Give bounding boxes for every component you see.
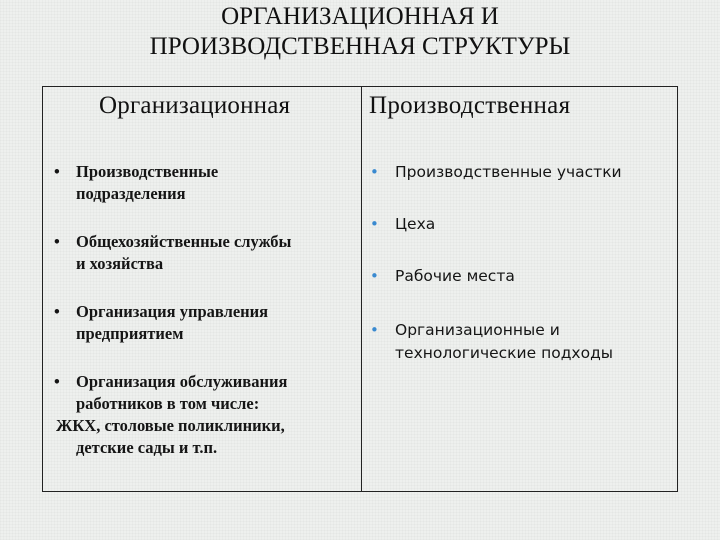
slide-title-line-2: ПРОИЗВОДСТВЕННАЯ СТРУКТУРЫ xyxy=(149,33,571,60)
left-list-item xyxy=(54,371,288,459)
right-list-item xyxy=(370,161,622,184)
list-item-text: Рабочие места xyxy=(395,267,515,285)
slide-title-line-1: ОРГАНИЗАЦИОННАЯ И xyxy=(221,3,499,30)
bullet-icon: • xyxy=(370,267,379,285)
left-list-item xyxy=(54,231,292,275)
list-item-text: детские сады и т.п. xyxy=(76,438,218,457)
list-item-text: Общехозяйственные службы xyxy=(76,232,292,251)
right-list-item xyxy=(370,213,436,236)
list-item-text: Производственные xyxy=(76,162,219,181)
bullet-icon: • xyxy=(370,321,379,339)
list-item-text: предприятием xyxy=(76,324,184,343)
list-item-text: Цеха xyxy=(395,215,436,233)
list-item-text: и хозяйства xyxy=(76,254,164,273)
comparison-table xyxy=(42,86,678,492)
bullet-icon: • xyxy=(54,232,60,251)
right-list-item xyxy=(370,319,614,365)
left-list-item xyxy=(54,301,269,345)
bullet-icon: • xyxy=(370,163,379,181)
bullet-icon: • xyxy=(370,215,379,233)
list-item-text: Организационные и xyxy=(395,321,560,339)
list-item-text: технологические подходы xyxy=(395,344,614,362)
bullet-icon: • xyxy=(54,302,60,321)
bullet-icon: • xyxy=(54,162,60,181)
list-item-text: Организация обслуживания xyxy=(76,372,288,391)
list-item-text: ЖКХ, столовые поликлиники, xyxy=(56,416,285,435)
list-item-text: подразделения xyxy=(76,184,186,203)
left-list-item xyxy=(54,161,219,205)
column-divider xyxy=(361,87,362,491)
list-item-text: работников в том числе: xyxy=(76,394,260,413)
list-item-text: Организация управления xyxy=(76,302,269,321)
left-column-header: Организационная xyxy=(99,92,291,119)
right-column-header: Производственная xyxy=(369,92,571,119)
bullet-icon: • xyxy=(54,372,60,391)
list-item-text: Производственные участки xyxy=(395,163,622,181)
right-list-item xyxy=(370,265,515,288)
